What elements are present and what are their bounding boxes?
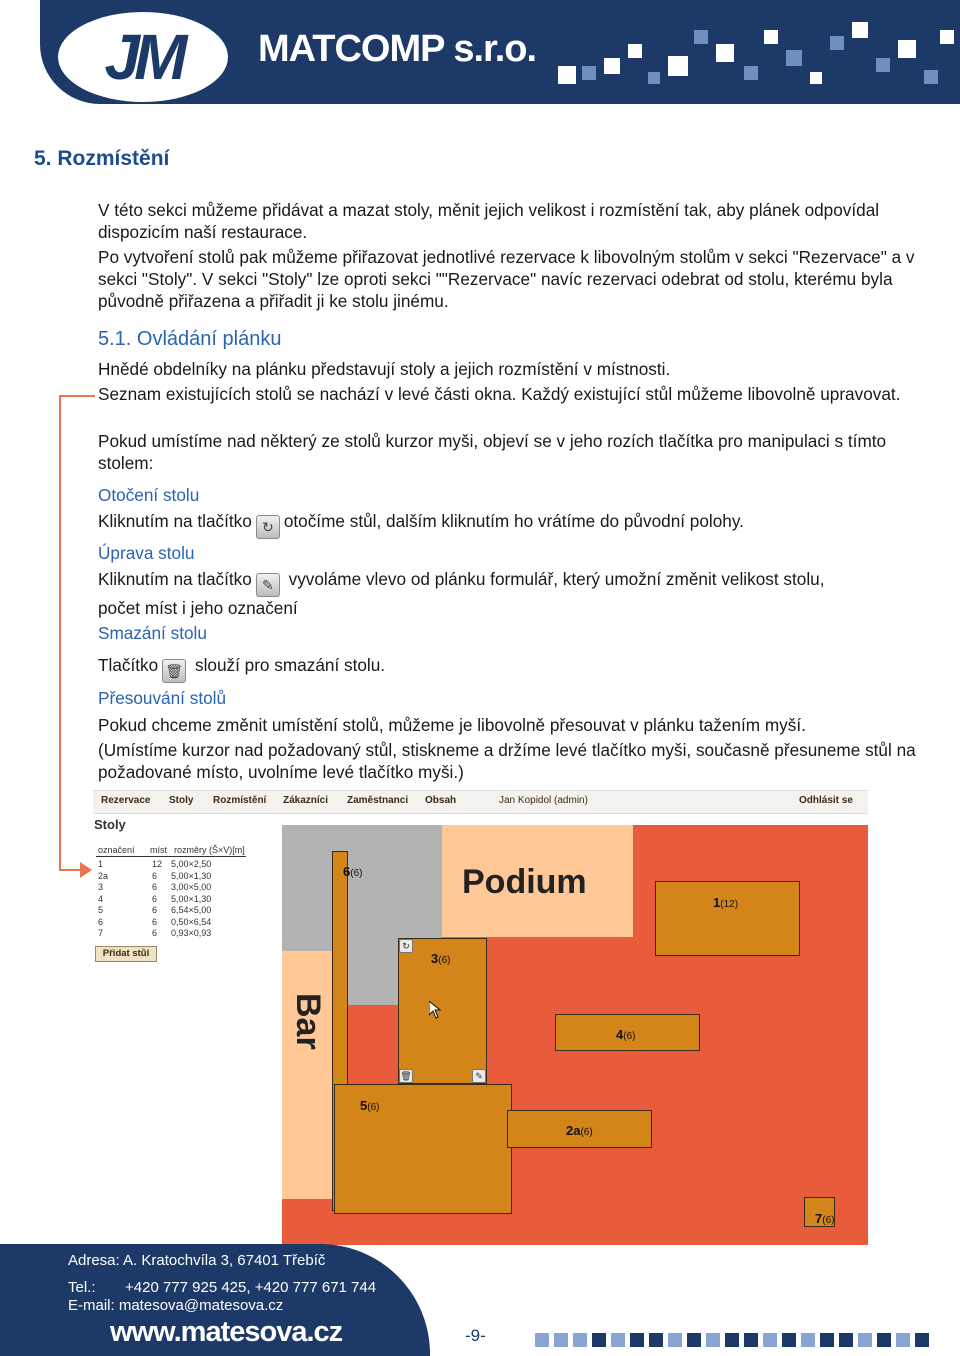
table-1-seats: (12) xyxy=(720,899,739,910)
rotate-icon: ↻ xyxy=(256,515,280,539)
footer-website[interactable]: www.matesova.cz xyxy=(110,1316,343,1348)
address-value: A. Kratochvíla 3, 67401 Třebíč xyxy=(123,1252,326,1269)
table-1-id: 1 xyxy=(713,895,721,910)
rotate-text-b: otočíme stůl, dalším kliknutím ho vrátíme do původní polohy. xyxy=(283,511,744,531)
bar-label: Bar xyxy=(289,993,327,1050)
tables-list-cell: 5,00×1,30 xyxy=(171,893,212,904)
move-title: Přesouvání stolů xyxy=(98,688,227,708)
address-label: Adresa: xyxy=(68,1252,120,1269)
podium-zone xyxy=(442,825,633,937)
table-5[interactable] xyxy=(334,1084,512,1214)
delete-text xyxy=(98,654,918,683)
tables-list-cell: 6 xyxy=(152,882,158,892)
rotate-title: Otočení stolu xyxy=(98,485,200,505)
tables-list-cell: 6 xyxy=(152,870,158,881)
edit-text-c: počet míst i jeho označení xyxy=(98,598,298,618)
table-3-edit-icon[interactable]: ✎ xyxy=(472,1069,486,1083)
edit-text-b: vyvoláme vlevo od plánku formulář, který umožní změnit velikost stolu, xyxy=(288,569,825,589)
tables-list-cell: 6 xyxy=(98,916,104,927)
edit-icon: ✎ xyxy=(256,573,280,597)
intro-paragraph-1: V této sekci můžeme přidávat a mazat stoly, měnit jejich velikost i rozmístění tak, aby plánek odpovídal dispozicím naší restaurace. xyxy=(98,200,880,242)
tables-list-cell: 5,00×1,30 xyxy=(171,870,212,881)
move-paragraph-2: (Umístíme kurzor nad požadovaný stůl, stiskneme a držíme levé tlačítko myši, současně přesuneme stůl na požadované místo, uvolníme levé tlačítko myši.) xyxy=(98,740,916,782)
table-4-seats: (6) xyxy=(623,1031,636,1042)
app-menubar xyxy=(93,791,868,814)
intro-paragraph-2: Po vytvoření stolů pak můžeme přiřazovat jednotlivé rezervace k libovolným stolům v sekci "Rezervace" a v sekci "Stoly". V sekci "Stoly" lze oproti sekci ""Rezervace" navíc rezervaci odebrat od stolu, kterému byla původně přiřazena a přiřadit ji ke stolu jinému. xyxy=(98,247,915,311)
tables-list-cell: 2a xyxy=(98,870,109,881)
menu-logout[interactable]: Odhlásit se xyxy=(799,795,853,806)
tables-list-cell: 6 xyxy=(152,916,158,927)
tables-list-cell: 3 xyxy=(98,882,104,892)
subsection-title: 5.1. Ovládání plánku xyxy=(98,328,282,350)
section-title: 5. Rozmístění xyxy=(34,147,170,170)
logo-text: JM xyxy=(104,21,182,93)
podium-label: Podium xyxy=(462,863,587,901)
tel-label: Tel.: xyxy=(68,1279,96,1296)
delete-text-a: Tlačítko xyxy=(98,655,159,675)
tables-list-cell: 12 xyxy=(152,859,163,869)
tables-list-cell: 0,93×0,93 xyxy=(171,928,212,938)
edit-text xyxy=(98,568,918,619)
tables-list-cell: 6 xyxy=(152,905,158,915)
bar-zone xyxy=(282,951,334,1199)
menu-rozmisteni[interactable]: Rozmístění xyxy=(213,795,267,806)
table-3-trash-icon[interactable]: 🗑 xyxy=(400,1071,412,1081)
move-paragraph-1: Pokud chceme změnit umístění stolů, můžeme je libovolně přesouvat v plánku tažením myší. xyxy=(98,715,806,735)
table-6-id: 6 xyxy=(343,864,351,879)
menu-rezervace[interactable]: Rezervace xyxy=(101,795,151,806)
tables-list-cell: 3,00×5,00 xyxy=(171,882,212,892)
table-3-id: 3 xyxy=(431,951,439,966)
rotate-text xyxy=(98,510,918,539)
table-1[interactable] xyxy=(655,881,800,956)
table-7[interactable] xyxy=(804,1197,835,1227)
page-number: -9- xyxy=(465,1326,486,1345)
tables-list-cell: 7 xyxy=(98,928,104,938)
col-oznaceni: označení xyxy=(98,845,135,855)
tables-list-cell: 4 xyxy=(98,893,104,904)
table-3[interactable] xyxy=(398,938,487,1084)
rotate-text-a: Kliknutím na tlačítko xyxy=(98,511,252,531)
edit-text-a: Kliknutím na tlačítko xyxy=(98,569,252,589)
plan-paragraph-3: Pokud umístíme nad některý ze stolů kurzor myši, objeví se v jeho rozích tlačítka pro manipulaci s tímto stolem: xyxy=(98,431,887,473)
menu-obsah[interactable]: Obsah xyxy=(425,795,457,806)
mouse-cursor-icon xyxy=(429,1001,441,1019)
email-value[interactable]: matesova@matesova.cz xyxy=(118,1297,284,1314)
footer-address xyxy=(68,1252,325,1269)
table-5-seats: (6) xyxy=(367,1102,380,1113)
table-4[interactable] xyxy=(555,1014,700,1051)
menu-user: Jan Kopidol (admin) xyxy=(499,795,588,806)
footer-tel xyxy=(68,1279,377,1296)
menu-zakaznici[interactable]: Zákazníci xyxy=(283,795,329,806)
tables-list-cell: 0,50×6,54 xyxy=(171,916,212,927)
table-4-id: 4 xyxy=(616,1027,624,1042)
tables-list-cell: 6 xyxy=(152,928,158,938)
delete-text-b: slouží pro smazání stolu. xyxy=(194,655,386,675)
table-7-seats: (6) xyxy=(822,1215,835,1226)
tables-list-cell: 1 xyxy=(98,859,104,869)
tel-value: +420 777 925 425, +420 777 671 744 xyxy=(125,1279,377,1296)
table-6-seats: (6) xyxy=(350,868,363,879)
tables-list-cell: 5 xyxy=(98,905,104,915)
menu-stoly[interactable]: Stoly xyxy=(169,795,194,806)
plan-paragraph-2: Seznam existujících stolů se nachází v levé části okna. Každý existující stůl můžeme libovolně upravovat. xyxy=(98,384,901,404)
tables-list-cell: 6 xyxy=(152,893,158,904)
tables-list-cell: 5,00×2,50 xyxy=(171,859,212,869)
company-name: MATCOMP s.r.o. xyxy=(258,28,537,70)
trash-icon: 🗑 xyxy=(162,659,186,683)
col-rozmery: rozměry (Š×V)[m] xyxy=(174,845,245,855)
app-screenshot xyxy=(93,790,868,1245)
table-2a[interactable] xyxy=(507,1110,652,1148)
plan-paragraph-1: Hnědé obdelníky na plánku představují stoly a jejich rozmístění v místnosti. xyxy=(98,359,671,379)
delete-title: Smazání stolu xyxy=(98,623,207,643)
tables-list-cell: 6,54×5,00 xyxy=(171,905,212,915)
table-5-id: 5 xyxy=(360,1098,368,1113)
tables-list-header xyxy=(96,846,246,857)
footer-email xyxy=(68,1297,283,1314)
edit-title: Úprava stolu xyxy=(98,543,195,563)
floor-plan xyxy=(282,825,868,1245)
add-table-button[interactable]: Přidat stůl xyxy=(95,946,157,962)
tables-panel-title: Stoly xyxy=(94,817,126,832)
col-mist: míst xyxy=(150,845,167,855)
table-2a-seats: (6) xyxy=(580,1127,593,1138)
table-7-id: 7 xyxy=(815,1211,823,1226)
table-3-rotate-icon[interactable]: ↻ xyxy=(399,939,413,953)
table-2a-id: 2a xyxy=(566,1123,581,1138)
company-logo xyxy=(58,12,228,102)
table-3-seats: (6) xyxy=(438,955,451,966)
email-label: E-mail: xyxy=(68,1297,115,1314)
menu-zamestnanci[interactable]: Zaměstnanci xyxy=(347,795,409,806)
